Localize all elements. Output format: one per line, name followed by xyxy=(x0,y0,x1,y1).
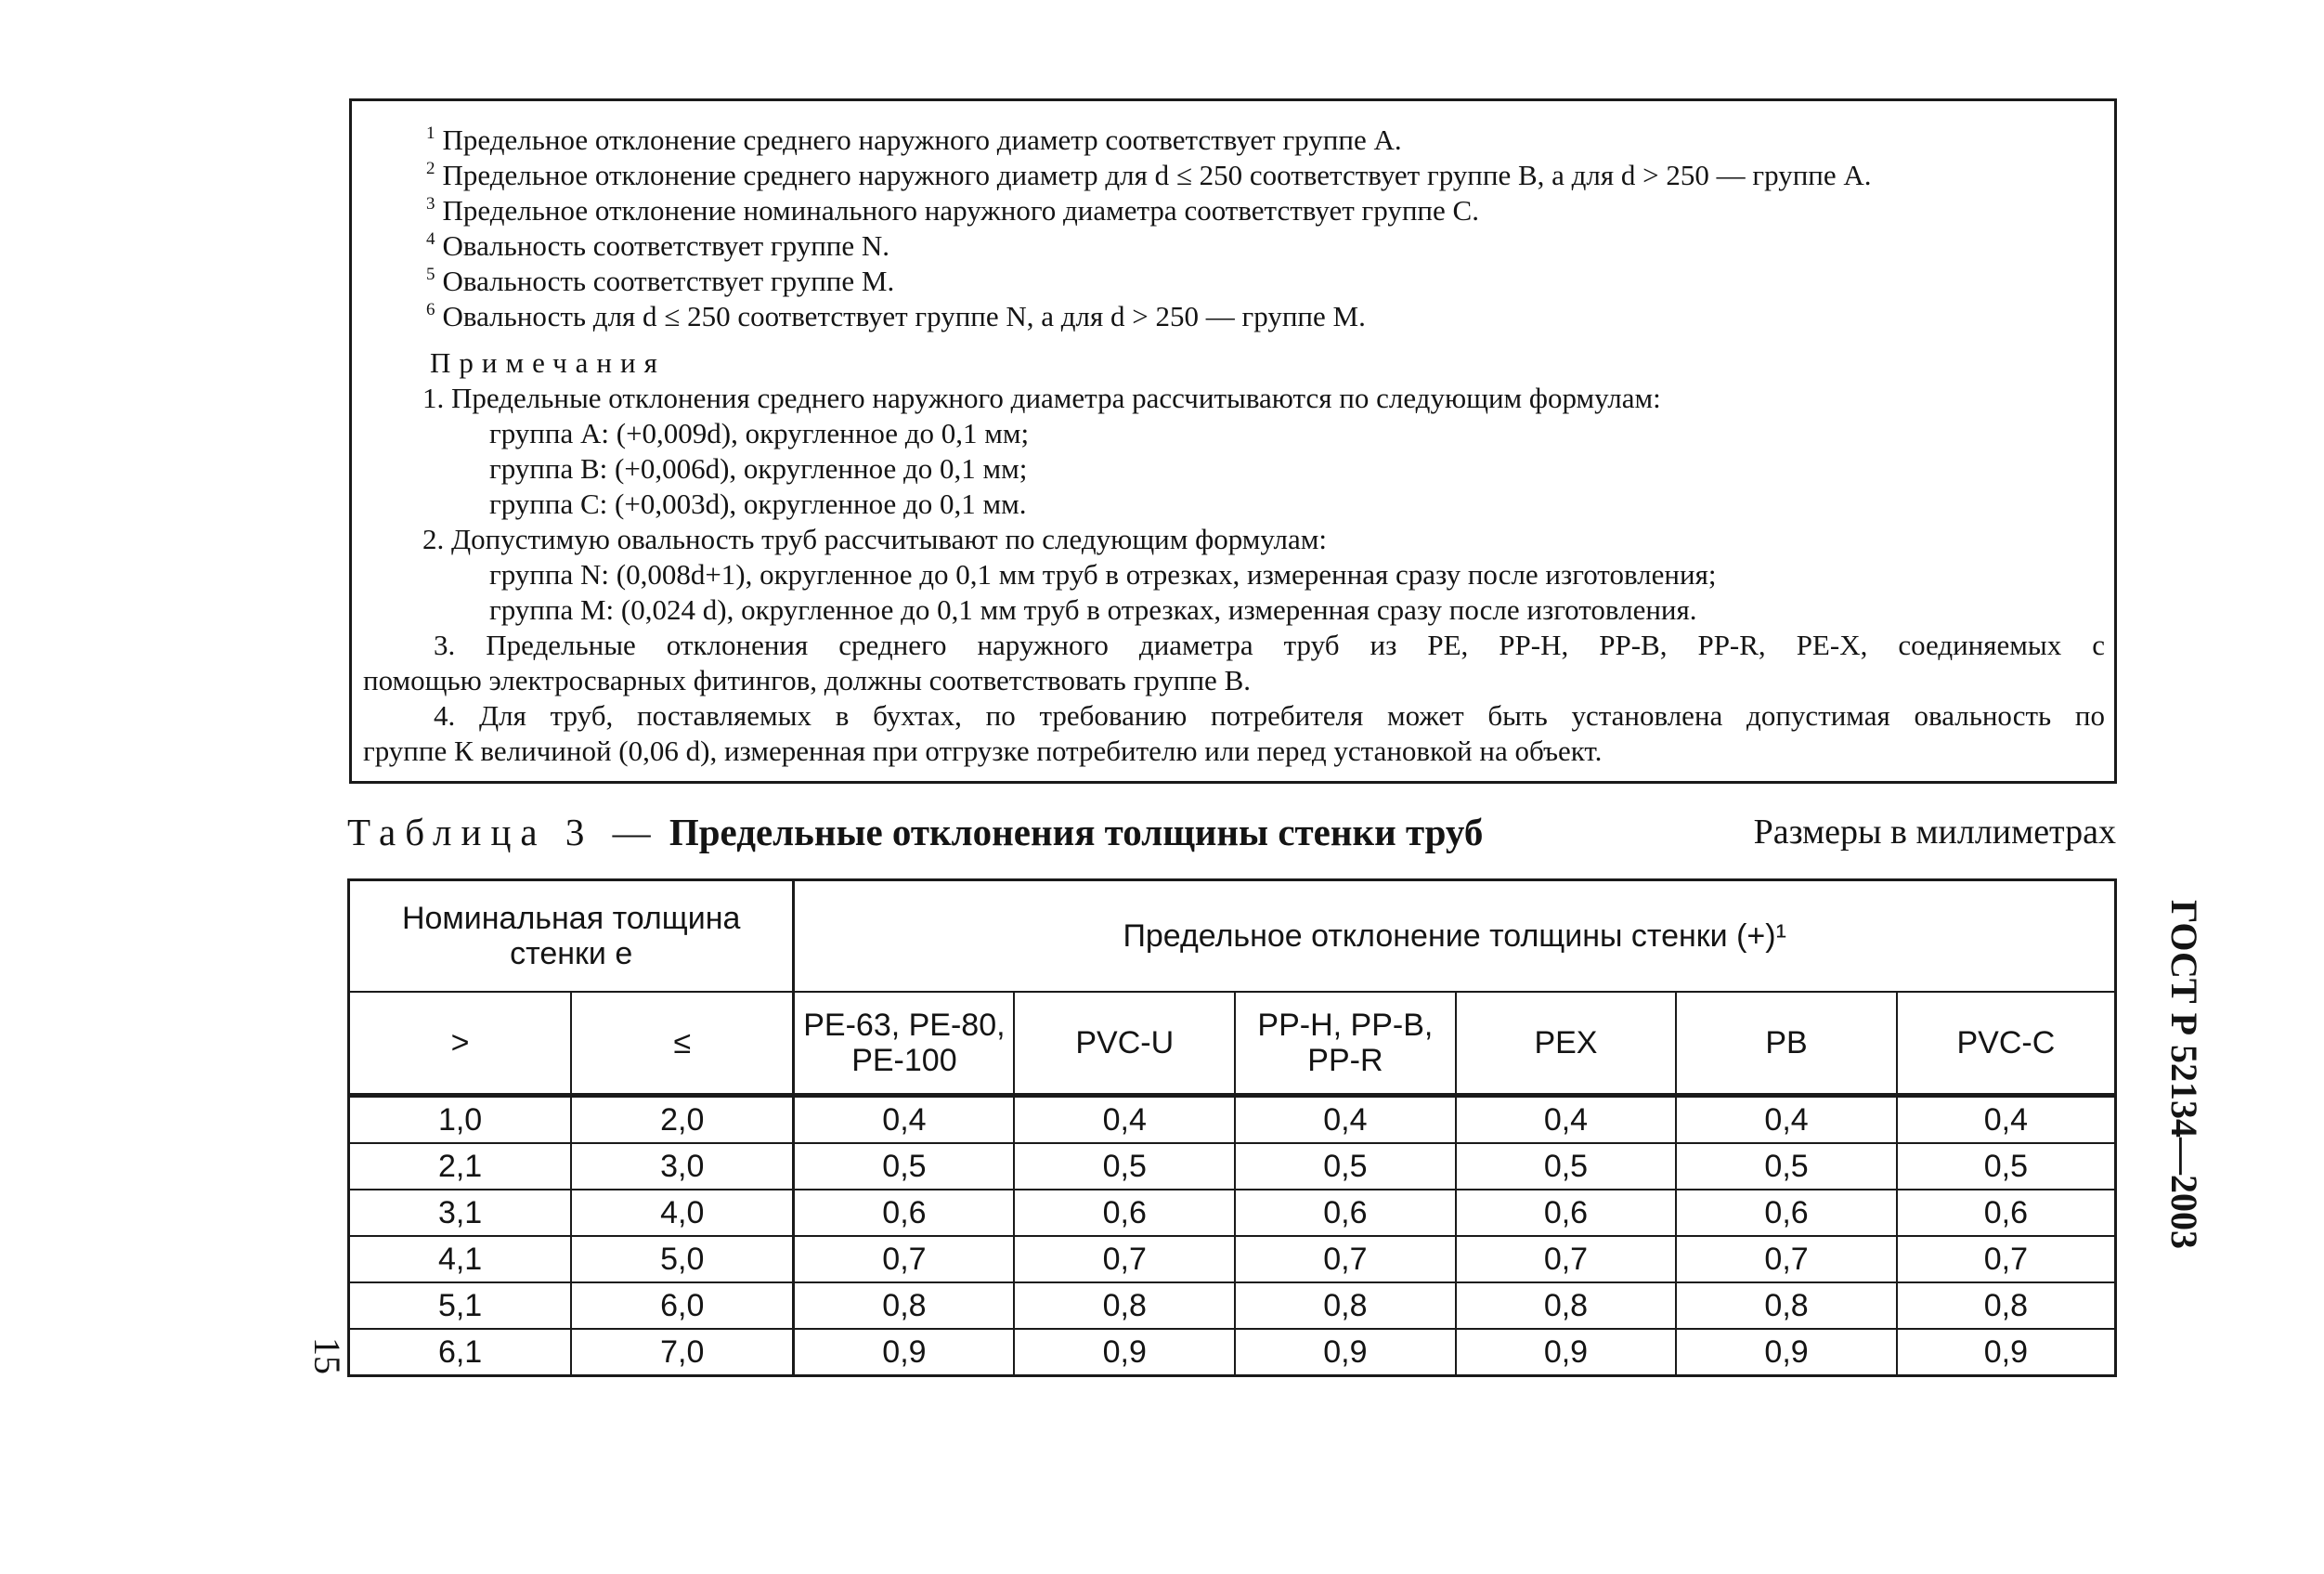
cell-deviation: 0,9 xyxy=(794,1329,1015,1376)
cell-deviation: 0,6 xyxy=(1676,1190,1897,1236)
cell-thickness-from: 2,1 xyxy=(349,1143,572,1190)
cell-thickness-from: 3,1 xyxy=(349,1190,572,1236)
cell-deviation: 0,5 xyxy=(1676,1143,1897,1190)
footnote-2: $^2$ Предельное отклонение среднего наружного диаметр для d ≤ 250 соответствует группе В, а для d > 250 — группе А. xyxy=(426,159,1872,191)
deviation-table xyxy=(347,878,2117,1377)
note-1: 1. Предельные отклонения среднего наружного диаметра рассчитываются по следующим формулам: xyxy=(422,382,1661,414)
cell-deviation: 0,9 xyxy=(1014,1329,1235,1376)
cell-deviation: 0,4 xyxy=(1676,1096,1897,1144)
cell-thickness-to: 5,0 xyxy=(571,1236,794,1282)
table-units: Размеры в миллиметрах xyxy=(1753,813,2116,852)
cell-deviation: 0,4 xyxy=(1014,1096,1235,1144)
note-2-group-n: группа N: (0,008d+1), округленное до 0,1 мм труб в отрезках, измеренная сразу после изготовления; xyxy=(489,558,1717,591)
footnote-1: $^1$ Предельное отклонение среднего наружного диаметр соответствует группе А. xyxy=(426,124,1402,156)
cell-thickness-to: 4,0 xyxy=(571,1190,794,1236)
cell-deviation: 0,7 xyxy=(1014,1236,1235,1282)
table-row xyxy=(349,1282,2116,1329)
table-caption-prefix: Таблица 3 — xyxy=(347,811,660,853)
note-3-line-2: помощью электросварных фитингов, должны соответствовать группе В. xyxy=(363,664,1251,696)
cell-deviation: 0,7 xyxy=(1676,1236,1897,1282)
cell-deviation: 0,7 xyxy=(1235,1236,1456,1282)
cell-deviation: 0,6 xyxy=(1014,1190,1235,1236)
cell-deviation: 0,7 xyxy=(794,1236,1015,1282)
table-row xyxy=(349,1329,2116,1376)
cell-thickness-from: 6,1 xyxy=(349,1329,572,1376)
cell-deviation: 0,5 xyxy=(1456,1143,1677,1190)
cell-thickness-from: 5,1 xyxy=(349,1282,572,1329)
cell-deviation: 0,5 xyxy=(794,1143,1015,1190)
note-2-group-m: группа М: (0,024 d), округленное до 0,1 мм труб в отрезках, измеренная сразу после изготовления. xyxy=(489,593,1697,626)
header-less-or-equal: ≤ xyxy=(571,992,794,1096)
table-row xyxy=(349,1143,2116,1190)
cell-thickness-to: 2,0 xyxy=(571,1096,794,1144)
note-1-group-c: группа С: (+0,003d), округленное до 0,1 мм. xyxy=(489,488,1027,520)
cell-deviation: 0,9 xyxy=(1235,1329,1456,1376)
footnote-3: $^3$ Предельное отклонение номинального наружного диаметра соответствует группе С. xyxy=(426,194,1479,227)
cell-deviation: 0,8 xyxy=(1676,1282,1897,1329)
table-row xyxy=(349,1096,2116,1144)
page-number: 15 xyxy=(306,1337,348,1374)
footnote-5: $^5$ Овальность соответствует группе М. xyxy=(426,265,895,297)
header-material: PB xyxy=(1676,992,1897,1096)
cell-deviation: 0,4 xyxy=(1235,1096,1456,1144)
cell-deviation: 0,8 xyxy=(1014,1282,1235,1329)
doc-code-text: ГОСТ Р 52134—2003 xyxy=(2163,899,2205,1250)
table-body xyxy=(349,1096,2116,1376)
cell-deviation: 0,7 xyxy=(1456,1236,1677,1282)
table-caption-title: Предельные отклонения толщины стенки труб xyxy=(669,811,1484,853)
header-material: PVC-U xyxy=(1014,992,1235,1096)
table-row xyxy=(349,1190,2116,1236)
cell-deviation: 0,8 xyxy=(1897,1282,2116,1329)
table-caption xyxy=(347,810,1483,854)
cell-deviation: 0,9 xyxy=(1456,1329,1677,1376)
note-4-line-1: 4. Для труб, поставляемых в бухтах, по требованию потребителя может быть установлена допустимая овальность по xyxy=(434,699,2105,732)
cell-deviation: 0,6 xyxy=(1897,1190,2116,1236)
notes-box xyxy=(349,98,2117,784)
header-greater-than: > xyxy=(349,992,572,1096)
header-material: PP-H, PP-B, PP-R xyxy=(1235,992,1456,1096)
cell-deviation: 0,6 xyxy=(1235,1190,1456,1236)
footnote-6: $^6$ Овальность для d ≤ 250 соответствует группе N, а для d > 250 — группе М. xyxy=(426,300,1366,332)
cell-deviation: 0,8 xyxy=(1235,1282,1456,1329)
cell-deviation: 0,4 xyxy=(1897,1096,2116,1144)
header-nominal-thickness: Номинальная толщина стенки e xyxy=(349,880,794,993)
cell-deviation: 0,9 xyxy=(1676,1329,1897,1376)
cell-deviation: 0,7 xyxy=(1897,1236,2116,1282)
cell-deviation: 0,5 xyxy=(1235,1143,1456,1190)
cell-deviation: 0,9 xyxy=(1897,1329,2116,1376)
note-4-line-2: группе К величиной (0,06 d), измеренная при отгрузке потребителю или перед установкой на объект. xyxy=(363,735,1603,767)
cell-thickness-from: 1,0 xyxy=(349,1096,572,1144)
note-3-line-1: 3. Предельные отклонения среднего наружного диаметра труб из РЕ, РР-Н, РР-В, РР-R, РЕ-Х, соединяемых с xyxy=(434,629,2105,661)
footnote-4: $^4$ Овальность соответствует группе N. xyxy=(426,229,890,262)
header-material: PEX xyxy=(1456,992,1677,1096)
note-1-group-b: группа В: (+0,006d), округленное до 0,1 мм; xyxy=(489,452,1028,485)
cell-thickness-to: 3,0 xyxy=(571,1143,794,1190)
header-material: PE-63, PE-80, PE-100 xyxy=(794,992,1015,1096)
cell-deviation: 0,8 xyxy=(1456,1282,1677,1329)
cell-deviation: 0,6 xyxy=(1456,1190,1677,1236)
cell-deviation: 0,5 xyxy=(1014,1143,1235,1190)
cell-deviation: 0,4 xyxy=(1456,1096,1677,1144)
cell-deviation: 0,5 xyxy=(1897,1143,2116,1190)
notes-heading: Примечания xyxy=(430,346,666,379)
cell-thickness-to: 6,0 xyxy=(571,1282,794,1329)
cell-thickness-from: 4,1 xyxy=(349,1236,572,1282)
note-2: 2. Допустимую овальность труб рассчитывают по следующим формулам: xyxy=(422,523,1327,555)
header-material: PVC-C xyxy=(1897,992,2116,1096)
cell-deviation: 0,4 xyxy=(794,1096,1015,1144)
cell-deviation: 0,6 xyxy=(794,1190,1015,1236)
header-deviation: Предельное отклонение толщины стенки (+)¹ xyxy=(794,880,2116,993)
cell-deviation: 0,8 xyxy=(794,1282,1015,1329)
table-row xyxy=(349,1236,2116,1282)
note-1-group-a: группа А: (+0,009d), округленное до 0,1 мм; xyxy=(489,417,1030,449)
cell-thickness-to: 7,0 xyxy=(571,1329,794,1376)
